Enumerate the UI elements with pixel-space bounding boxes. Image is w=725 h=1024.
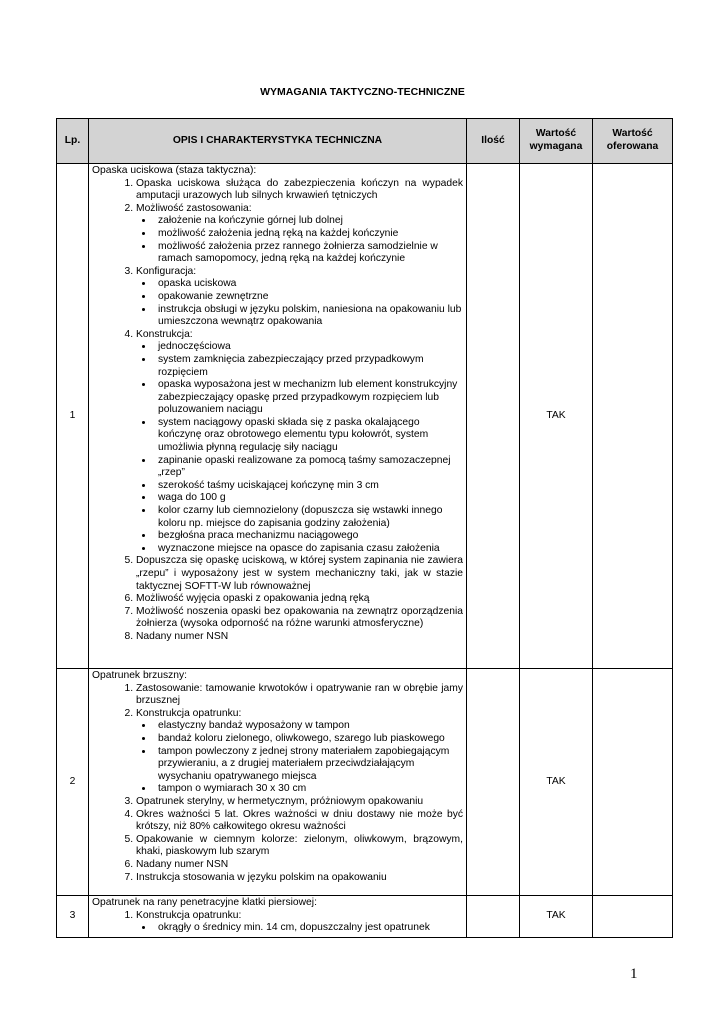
requirement-item	[136, 910, 463, 935]
requirement-text: 5. Dopuszcza się opaskę uciskową, w której system zapinania nie zawiera „rzepu” i wyposażony jest w system mechaniczny taki, jak w stazie taktycznej SOFTT-W lub równoważnej	[136, 555, 463, 592]
requirement-item	[136, 631, 463, 644]
requirement-item	[136, 606, 463, 631]
sub-requirement-item: • wyznaczone miejsce na opasce do zapisania czasu założenia	[154, 543, 463, 556]
row-number: 1	[57, 164, 89, 669]
offered-value-cell	[593, 896, 673, 938]
item-heading: Opatrunek na rany penetracyjne klatki piersiowej:	[92, 897, 317, 908]
header-wartosc-wymagana: Wartość wymagana	[520, 119, 593, 164]
table-row	[57, 896, 673, 938]
row-description	[89, 669, 467, 896]
sub-requirements-list	[136, 278, 463, 328]
requirement-item	[136, 266, 463, 329]
page-number: 1	[630, 966, 638, 982]
offered-value-cell	[593, 669, 673, 896]
row-number: 3	[57, 896, 89, 938]
sub-requirement-item: • system naciągowy opaski składa się z paska okalającego kończynę oraz obrotowego elementu typu kołowrót, system umożliwia płynną regulację siły naciągu	[154, 417, 463, 455]
table-row	[57, 669, 673, 896]
requirement-item	[136, 872, 463, 885]
document-title: WYMAGANIA TAKTYCZNO-TECHNICZNE	[260, 86, 465, 98]
required-value-cell: TAK	[520, 669, 593, 896]
header-ilosc: Ilość	[467, 119, 520, 164]
requirement-text: 2. Konstrukcja opatrunku:	[136, 707, 242, 719]
requirement-item	[136, 796, 463, 809]
requirement-text: 3. Konfiguracja:	[136, 265, 197, 277]
requirement-item	[136, 859, 463, 872]
sub-requirement-item: • bandaż koloru zielonego, oliwkowego, szarego lub piaskowego	[154, 733, 463, 746]
requirement-item	[136, 708, 463, 796]
quantity-cell	[467, 669, 520, 896]
requirement-text: 4. Okres ważności 5 lat. Okres ważności w dniu dostawy nie może być krótszy, niż 80% całkowitego okresu ważności	[136, 808, 463, 833]
sub-requirement-item: • możliwość założenia jedną ręką na każdej kończynie	[154, 228, 463, 241]
requirement-item	[136, 809, 463, 834]
sub-requirement-item: • instrukcja obsługi w języku polskim, naniesiona na opakowaniu lub umieszczona wewnątrz opakowania	[154, 304, 463, 329]
table-row	[57, 164, 673, 669]
sub-requirement-item: • tampon o wymiarach 30 x 30 cm	[154, 783, 463, 796]
offered-value-cell	[593, 164, 673, 669]
sub-requirement-item: • waga do 100 g	[154, 492, 463, 505]
sub-requirement-item: • jednoczęściowa	[154, 341, 463, 354]
sub-requirement-item: • system zamknięcia zabezpieczający przed przypadkowym rozpięciem	[154, 354, 463, 379]
requirement-text: 5. Opakowanie w ciemnym kolorze: zielonym, oliwkowym, brązowym, khaki, piaskowym lub szarym	[136, 833, 463, 858]
requirement-text: 3. Opatrunek sterylny, w hermetycznym, próżniowym opakowaniu	[136, 795, 424, 807]
requirement-text: 4. Konstrukcja:	[136, 328, 193, 340]
requirements-list	[92, 178, 463, 644]
header-opis: OPIS I CHARAKTERYSTYKA TECHNICZNA	[89, 119, 467, 164]
sub-requirement-item: • założenie na kończynie górnej lub dolnej	[154, 215, 463, 228]
requirement-item	[136, 555, 463, 593]
requirement-text: 2. Możliwość zastosowania:	[136, 202, 252, 214]
sub-requirement-item: • możliwość założenia przez rannego żołnierza samodzielnie w ramach samopomocy, jedną ręką na każdej kończynie	[154, 241, 463, 266]
requirements-table	[56, 118, 673, 938]
sub-requirement-item: • zapinanie opaski realizowane za pomocą taśmy samozaczepnej „rzep”	[154, 455, 463, 480]
requirement-item	[136, 834, 463, 859]
item-heading: Opatrunek brzuszny:	[92, 670, 188, 681]
sub-requirements-list	[136, 215, 463, 265]
requirement-item	[136, 203, 463, 266]
sub-requirements-list	[136, 720, 463, 796]
row-description	[89, 164, 467, 669]
quantity-cell	[467, 896, 520, 938]
requirements-list	[92, 910, 463, 935]
quantity-cell	[467, 164, 520, 669]
requirements-list	[92, 683, 463, 885]
requirement-item	[136, 178, 463, 203]
sub-requirements-list	[136, 922, 463, 935]
sub-requirement-item: • elastyczny bandaż wyposażony w tampon	[154, 720, 463, 733]
sub-requirement-item: • szerokość taśmy uciskającej kończynę min 3 cm	[154, 480, 463, 493]
requirement-item	[136, 683, 463, 708]
sub-requirement-item: • bezgłośna praca mechanizmu naciągowego	[154, 530, 463, 543]
requirement-text: 6. Nadany numer NSN	[136, 858, 229, 870]
row-description	[89, 896, 467, 938]
sub-requirement-item: • kolor czarny lub ciemnozielony (dopuszcza się wstawki innego koloru np. miejsce do zapisania godziny założenia)	[154, 505, 463, 530]
required-value-cell: TAK	[520, 896, 593, 938]
requirement-item	[136, 329, 463, 556]
requirement-text: 8. Nadany numer NSN	[136, 630, 229, 642]
sub-requirement-item: • okrągły o średnicy min. 14 cm, dopuszczalny jest opatrunek	[154, 922, 463, 935]
header-lp: Lp.	[57, 119, 89, 164]
header-wartosc-oferowana: Wartość oferowana	[593, 119, 673, 164]
sub-requirement-item: • opakowanie zewnętrzne	[154, 291, 463, 304]
requirement-text: 1. Opaska uciskowa służąca do zabezpieczenia kończyn na wypadek amputacji urazowych lub silnych krwawień tętniczych	[136, 177, 463, 202]
requirement-text: 6. Możliwość wyjęcia opaski z opakowania jedną ręką	[136, 593, 370, 605]
requirement-text: 1. Zastosowanie: tamowanie krwotoków i opatrywanie ran w obrębie jamy brzusznej	[136, 682, 463, 707]
item-heading: Opaska uciskowa (staza taktyczna):	[92, 165, 257, 176]
required-value-cell: TAK	[520, 164, 593, 669]
requirement-item	[136, 593, 463, 606]
sub-requirements-list	[136, 341, 463, 555]
table-header-row	[57, 119, 673, 164]
sub-requirement-item: • opaska uciskowa	[154, 278, 463, 291]
requirement-text: 7. Instrukcja stosowania w języku polskim na opakowaniu	[136, 871, 387, 883]
row-number: 2	[57, 669, 89, 896]
requirement-text: 7. Możliwość noszenia opaski bez opakowania na zewnątrz oporządzenia żołnierza (wysoka odporność na różne warunki atmosferyczne)	[136, 605, 463, 630]
sub-requirement-item: • opaska wyposażona jest w mechanizm lub element konstrukcyjny zabezpieczający opaskę przed przypadkowym rozpięciem lub poluzowaniem naciągu	[154, 379, 463, 417]
sub-requirement-item: • tampon powleczony z jednej strony materiałem zapobiegającym przywieraniu, a z drugiej materiałem przeciwdziałającym wysychaniu opatrywanego miejsca	[154, 746, 463, 784]
requirement-text: 1. Konstrukcja opatrunku:	[136, 909, 242, 921]
